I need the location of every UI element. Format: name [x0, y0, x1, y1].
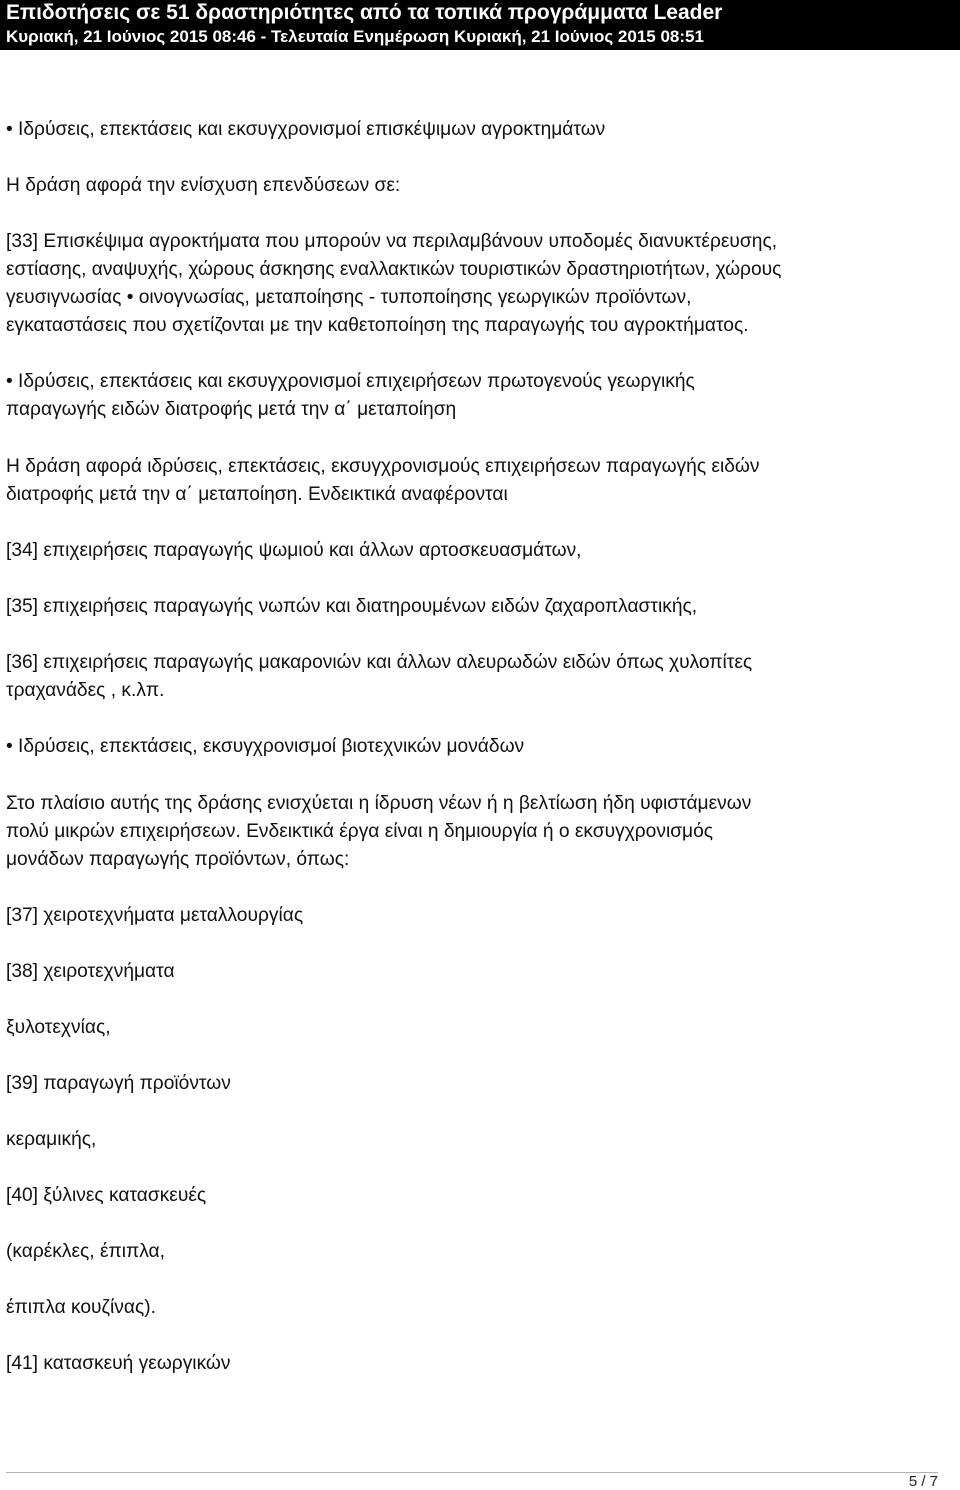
paragraph-line: πολύ μικρών επιχειρήσεων. Ενδεικτικά έργα είναι η δημιουργία ή ο εκσυγχρονισμός: [6, 821, 714, 842]
paragraph-line: γευσιγνωσίας • οινογνωσίας, μεταποίησης - τυποποίησης γεωργικών προϊόντων,: [6, 287, 692, 308]
list-item: (καρέκλες, έπιπλα,: [6, 1241, 165, 1262]
paragraph-line: [33] Επισκέψιμα αγροκτήματα που μπορούν να περιλαμβάνουν υποδομές διανυκτέρευσης,: [6, 231, 778, 252]
bullet-heading: • Ιδρύσεις, επεκτάσεις και εκσυγχρονισμοί επισκέψιμων αγροκτημάτων: [6, 119, 606, 140]
list-item: τραχανάδες , κ.λπ.: [6, 680, 165, 701]
page-number: 5 / 7: [908, 1473, 938, 1490]
bullet-heading: • Ιδρύσεις, επεκτάσεις και εκσυγχρονισμοί επιχειρήσεων πρωτογενούς γεωργικής: [6, 371, 695, 392]
list-item: [36] επιχειρήσεις παραγωγής μακαρονιών και άλλων αλευρωδών ειδών όπως χυλοπίτες: [6, 652, 753, 673]
paragraph-line: μονάδων παραγωγής προϊόντων, όπως:: [6, 849, 350, 870]
paragraph-line: εγκαταστάσεις που σχετίζονται με την καθετοποίηση της παραγωγής του αγροκτήματος.: [6, 315, 749, 336]
list-item: [40] ξύλινες κατασκευές: [6, 1185, 207, 1206]
paragraph-line: διατροφής μετά την α΄ μεταποίηση. Ενδεικτικά αναφέρονται: [6, 484, 508, 505]
footer-divider: [6, 1472, 938, 1473]
paragraph-line: Η δράση αφορά την ενίσχυση επενδύσεων σε:: [6, 175, 401, 196]
list-item: κεραμικής,: [6, 1129, 97, 1150]
page-header: [0, 0, 960, 50]
list-item: [39] παραγωγή προϊόντων: [6, 1073, 231, 1094]
paragraph-line: Στο πλαίσιο αυτής της δράσης ενισχύεται η ίδρυση νέων ή η βελτίωση ήδη υφιστάμενων: [6, 793, 752, 814]
list-item: [38] χειροτεχνήματα: [6, 961, 175, 982]
document-title: Επιδοτήσεις σε 51 δραστηριότητες από τα τοπικά προγράμματα Leader: [6, 1, 723, 24]
list-item: [37] χειροτεχνήματα μεταλλουργίας: [6, 905, 304, 926]
list-item: [35] επιχειρήσεις παραγωγής νωπών και διατηρουμένων ειδών ζαχαροπλαστικής,: [6, 596, 698, 617]
paragraph-line: Η δράση αφορά ιδρύσεις, επεκτάσεις, εκσυγχρονισμούς επιχειρήσεων παραγωγής ειδών: [6, 456, 760, 477]
list-item: ξυλοτεχνίας,: [6, 1017, 111, 1038]
list-item: έπιπλα κουζίνας).: [6, 1297, 156, 1318]
list-item: [41] κατασκευή γεωργικών: [6, 1353, 231, 1374]
bullet-heading: παραγωγής ειδών διατροφής μετά την α΄ μεταποίηση: [6, 399, 457, 420]
paragraph-line: εστίασης, αναψυχής, χώρους άσκησης εναλλακτικών τουριστικών δραστηριοτήτων, χώρους: [6, 259, 782, 280]
bullet-heading: • Ιδρύσεις, επεκτάσεις, εκσυγχρονισμοί βιοτεχνικών μονάδων: [6, 736, 525, 757]
document-dates: Κυριακή, 21 Ιούνιος 2015 08:46 - Τελευταία Ενημέρωση Κυριακή, 21 Ιούνιος 2015 08:51: [6, 27, 704, 46]
list-item: [34] επιχειρήσεις παραγωγής ψωμιού και άλλων αρτοσκευασμάτων,: [6, 540, 582, 561]
